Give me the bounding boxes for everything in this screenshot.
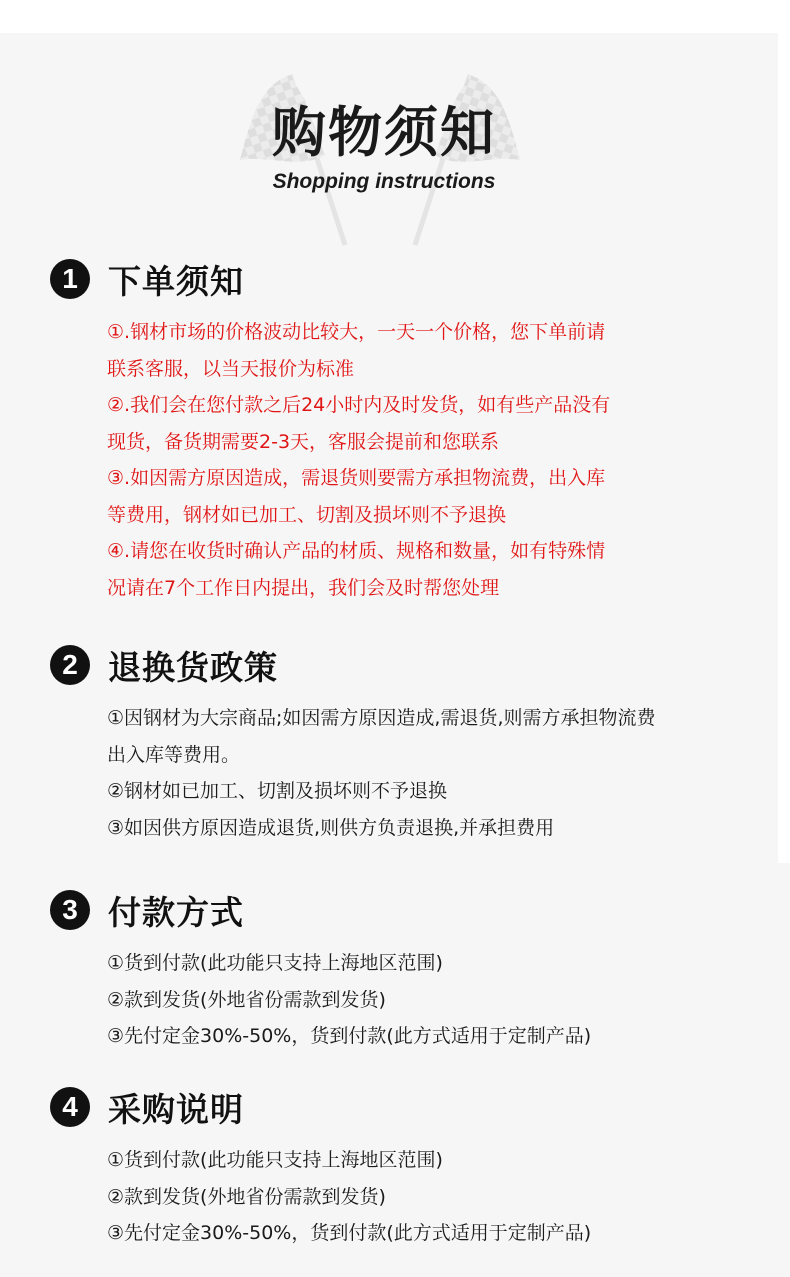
payment-line: ③先付定金30%-50%，货到付款(此方式适用于定制产品) [107,1025,592,1047]
policy-line: 出入库等费用。 [107,743,241,766]
section-number-badge: 4 [50,1087,90,1127]
notice-line: 况请在7个工作日内提出，我们会及时帮您处理 [107,576,500,599]
section-number-badge: 1 [50,259,90,299]
purchase-line: ①货到付款(此功能只支持上海地区范围) [107,1149,443,1171]
page-title: 购物须知 [272,101,496,164]
page-header [0,60,790,260]
section-title: 退换货政策 [108,647,278,687]
page-subtitle: Shopping instructions [272,170,496,193]
section-lines [107,945,767,1055]
notice-line: ①.钢材市场的价格波动比较大，一天一个价格，您下单前请 [107,321,606,343]
section-lines [107,1142,767,1252]
section-header [50,1084,244,1130]
policy-line: ①因钢材为大宗商品;如因需方原因造成,需退货,则需方承担物流费 [107,707,656,729]
policy-line: ③如因供方原因造成退货,则供方负责退换,并承担费用 [107,816,555,839]
policy-line: ②钢材如已加工、切割及损坏则不予退换 [107,780,448,802]
section-title: 下单须知 [108,261,244,301]
section-number-badge: 2 [50,645,90,685]
section-title: 付款方式 [108,892,244,932]
section-lines [107,314,767,606]
notice-line: 联系客服，以当天报价为标准 [107,357,355,380]
payment-line: ①货到付款(此功能只支持上海地区范围) [107,952,443,974]
payment-line: ②款到发货(外地省份需款到发货) [107,988,386,1011]
notice-line: 现货，备货期需要2-3天，客服会提前和您联系 [107,430,500,453]
section-header [50,256,244,302]
section-lines [107,700,767,846]
section-number-badge: 3 [50,890,90,930]
purchase-line: ③先付定金30%-50%，货到付款(此方式适用于定制产品) [107,1222,592,1244]
section-order-notice [0,256,790,606]
section-purchase-notes [0,1084,790,1254]
section-title: 采购说明 [108,1089,244,1129]
section-header [50,887,244,933]
notice-line: 等费用，钢材如已加工、切割及损坏则不予退换 [107,503,507,526]
section-return-policy [0,642,790,852]
section-header [50,642,278,688]
notice-line: ④.请您在收货时确认产品的材质、规格和数量，如有特殊情 [107,540,606,562]
notice-line: ③.如因需方原因造成，需退货则要需方承担物流费，出入库 [107,467,606,489]
top-band [0,0,790,33]
notice-line: ②.我们会在您付款之后24小时内及时发货，如有些产品没有 [107,394,611,416]
section-payment-method [0,887,790,1057]
purchase-line: ②款到发货(外地省份需款到发货) [107,1185,386,1208]
